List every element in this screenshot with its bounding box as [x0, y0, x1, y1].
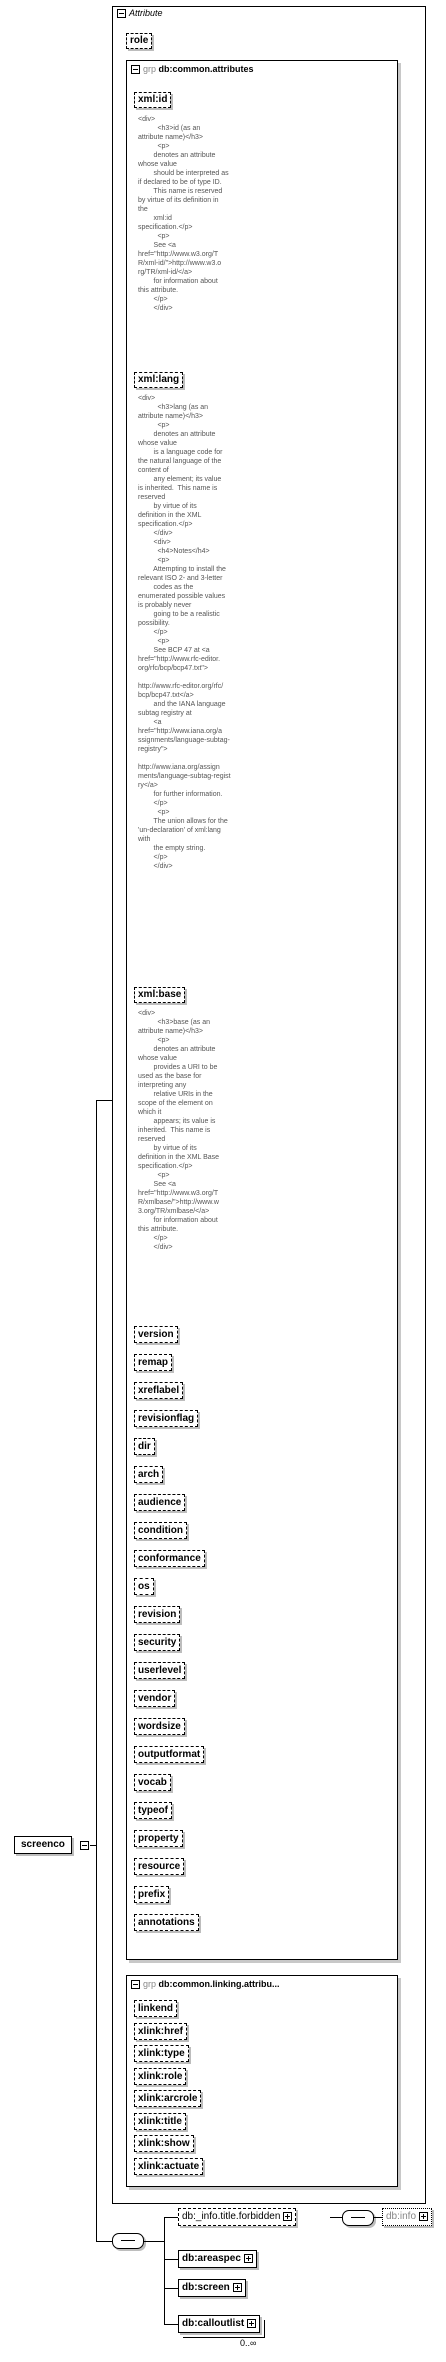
attribute-annotations[interactable]: [134, 1914, 199, 1931]
attribute-label: xml:lang: [138, 374, 180, 385]
attribute-label: prefix: [138, 1889, 166, 1900]
attribute-label: userlevel: [138, 1665, 182, 1676]
attribute-label: xml:id: [138, 94, 168, 105]
attribute-label: xlink:href: [138, 2026, 184, 2037]
attribute-outputformat[interactable]: [134, 1746, 204, 1763]
attribute-audience[interactable]: [134, 1494, 185, 1511]
attribute-version[interactable]: [134, 1326, 178, 1343]
attribute-label: xreflabel: [138, 1385, 180, 1396]
attribute-label: xlink:show: [138, 2138, 190, 2149]
element-label: db:areaspec: [182, 2253, 241, 2264]
documentation-xml-id: <div> <h3>id (as an attribute name)</h3> <p> denotes an attribute whose value should be interpreted as if declared to be of type ID. This name is reserved by virtue of its definition in the xml:id specification.</p> <p> See <a href="http://www.w3.org/T R/xml-id/">http://www.w3.o rg/TR/xml-id/</a> for information about this attribute. </p> </div>: [138, 116, 229, 312]
expand-icon[interactable]: [244, 2254, 253, 2263]
connector-line: [330, 2217, 342, 2218]
element-db-areaspec[interactable]: [178, 2250, 257, 2268]
group-prefix: grp: [143, 1979, 157, 1989]
attribute-label: wordsize: [138, 1721, 181, 1732]
attribute-label: typeof: [138, 1805, 168, 1816]
root-element-screenco[interactable]: [14, 1836, 72, 1854]
attribute-label: os: [138, 1581, 150, 1592]
element-label: db:calloutlist: [182, 2318, 245, 2329]
attribute-label: xlink:title: [138, 2116, 182, 2127]
expand-icon[interactable]: [233, 2283, 242, 2292]
group-name: db:common.linking.attribu...: [158, 1979, 280, 1989]
attribute-os[interactable]: [134, 1578, 154, 1595]
attribute-label: linkend: [138, 2003, 174, 2014]
attribute-xlink-show[interactable]: [134, 2135, 194, 2152]
attribute-label: xlink:actuate: [138, 2161, 200, 2172]
collapse-icon[interactable]: [131, 1980, 140, 1989]
expand-icon[interactable]: [247, 2319, 256, 2328]
connector-line: [374, 2217, 382, 2218]
attribute-panel-header: [117, 8, 163, 18]
attribute-typeof[interactable]: [134, 1802, 172, 1819]
connector-line: [164, 2217, 165, 2325]
group-prefix: grp: [143, 64, 157, 74]
attribute-label: dir: [138, 1441, 151, 1452]
element-db-calloutlist[interactable]: [178, 2315, 260, 2333]
attribute-linkend[interactable]: [134, 2000, 177, 2017]
attribute-security[interactable]: [134, 1634, 180, 1651]
group-name: db:common.attributes: [158, 64, 254, 74]
attribute-wordsize[interactable]: [134, 1718, 185, 1735]
attribute-xml-id[interactable]: [134, 92, 171, 108]
connector-line: [164, 2324, 178, 2325]
occurrence-label: 0..∞: [240, 2338, 257, 2348]
attribute-label: revision: [138, 1609, 177, 1620]
attribute-revision[interactable]: [134, 1606, 180, 1623]
attribute-label: xlink:role: [138, 2071, 183, 2082]
attribute-panel-title: Attribute: [129, 8, 163, 18]
attribute-label: property: [138, 1833, 179, 1844]
group-info-title-forbidden[interactable]: [178, 2208, 296, 2226]
expand-icon[interactable]: [283, 2212, 292, 2221]
attribute-label: xml:base: [138, 989, 182, 1000]
connector-line: [96, 2241, 112, 2242]
connector-line: [164, 2217, 178, 2218]
attribute-property[interactable]: [134, 1830, 183, 1847]
attribute-vendor[interactable]: [134, 1690, 175, 1707]
attribute-label: xlink:type: [138, 2048, 185, 2059]
attribute-dir[interactable]: [134, 1438, 155, 1455]
attribute-label: remap: [138, 1357, 169, 1368]
element-label: db:screen: [182, 2282, 230, 2293]
attribute-label: vendor: [138, 1693, 172, 1704]
attribute-label: xlink:arcrole: [138, 2093, 198, 2104]
connector-line: [164, 2259, 178, 2260]
group-ref-label: db:_info.title.forbidden: [182, 2211, 281, 2222]
group-header: [131, 63, 254, 75]
attribute-xlink-href[interactable]: [134, 2023, 187, 2040]
attribute-xml-base[interactable]: [134, 987, 185, 1003]
attribute-remap[interactable]: [134, 1354, 172, 1371]
attribute-resource[interactable]: [134, 1858, 184, 1875]
attribute-label: outputformat: [138, 1749, 201, 1760]
attribute-revisionflag[interactable]: [134, 1410, 198, 1427]
connector-line: [144, 2241, 164, 2242]
attribute-label: version: [138, 1329, 174, 1340]
attribute-xlink-actuate[interactable]: [134, 2158, 203, 2175]
documentation-xml-lang: <div> <h3>lang (as an attribute name)</h3> <p> denotes an attribute whose value is a language code for the natural language of the content of any element; its value is inherited. This name is reserved by virtue of its definition in the XML specification.</p> </div> <div> <h4>Notes</h4> <p> Attempting to install the relevant ISO 2- and 3-letter codes as the enumerated possible values is probably never going to be a realistic possibility. </p> <p> See BCP 47 at <a href="http://www.rfc-editor. org/rfc/bcp/bcp47.txt"> http://www.rfc-editor.org/rfc/ bcp/bcp47.txt</a> and the IANA language subtag registry at <a href="http://www.iana.org/a ssignments/language-subtag- registry"> http://www.iana.org/assign ments/language-subtag-regist ry</a> for further information. </p> <p> The union allows for the 'un-declaration' of xml:lang with the empty string. </p> </div>: [138, 395, 231, 870]
element-db-info[interactable]: [382, 2208, 432, 2226]
attribute-label: resource: [138, 1861, 181, 1872]
attribute-xreflabel[interactable]: [134, 1382, 183, 1399]
group-header: [131, 1978, 280, 1990]
attribute-label: role: [130, 35, 149, 46]
attribute-xml-lang[interactable]: [134, 372, 183, 388]
attribute-xlink-title[interactable]: [134, 2113, 186, 2130]
sequence-compositor-icon: [342, 2210, 374, 2226]
collapse-icon[interactable]: [117, 9, 126, 18]
element-label: db:info: [386, 2211, 417, 2222]
attribute-condition[interactable]: [134, 1522, 187, 1539]
attribute-label: vocab: [138, 1777, 167, 1788]
sequence-compositor-icon: [112, 2233, 144, 2249]
connector-line: [96, 1100, 97, 2242]
expand-icon[interactable]: [419, 2212, 428, 2221]
collapse-icon[interactable]: [131, 65, 140, 74]
documentation-xml-base: <div> <h3>base (as an attribute name)</h3> <p> denotes an attribute whose value provides a URI to be used as the base for interpreting any relative URIs in the scope of the element on which it appears; its value is inherited. This name is reserved by virtue of its definition in the XML Base specification.</p> <p> See <a href="http://www.w3.org/T R/xmlbase/">http://www.w 3.org/TR/xmlbase/</a> for information about this attribute. </p> </div>: [138, 1010, 220, 1251]
root-element-label: screenco: [21, 1839, 65, 1850]
attribute-xlink-role[interactable]: [134, 2068, 186, 2085]
connector-line: [96, 1100, 112, 1101]
element-db-screen[interactable]: [178, 2279, 246, 2297]
attribute-label: condition: [138, 1525, 183, 1536]
attribute-xlink-arcrole[interactable]: [134, 2090, 201, 2107]
attribute-label: revisionflag: [138, 1413, 195, 1424]
attribute-label: audience: [138, 1497, 182, 1508]
attribute-vocab[interactable]: [134, 1774, 171, 1791]
attribute-label: conformance: [138, 1553, 201, 1564]
attribute-label: annotations: [138, 1917, 195, 1928]
attribute-label: security: [138, 1637, 177, 1648]
attribute-arch[interactable]: [134, 1466, 163, 1483]
collapse-icon[interactable]: [80, 1841, 89, 1850]
attribute-xlink-type[interactable]: [134, 2045, 189, 2062]
attribute-label: arch: [138, 1469, 160, 1480]
attribute-role[interactable]: [126, 33, 152, 49]
attribute-conformance[interactable]: [134, 1550, 205, 1567]
attribute-prefix[interactable]: [134, 1886, 169, 1903]
attribute-userlevel[interactable]: [134, 1662, 185, 1679]
connector-line: [164, 2288, 178, 2289]
